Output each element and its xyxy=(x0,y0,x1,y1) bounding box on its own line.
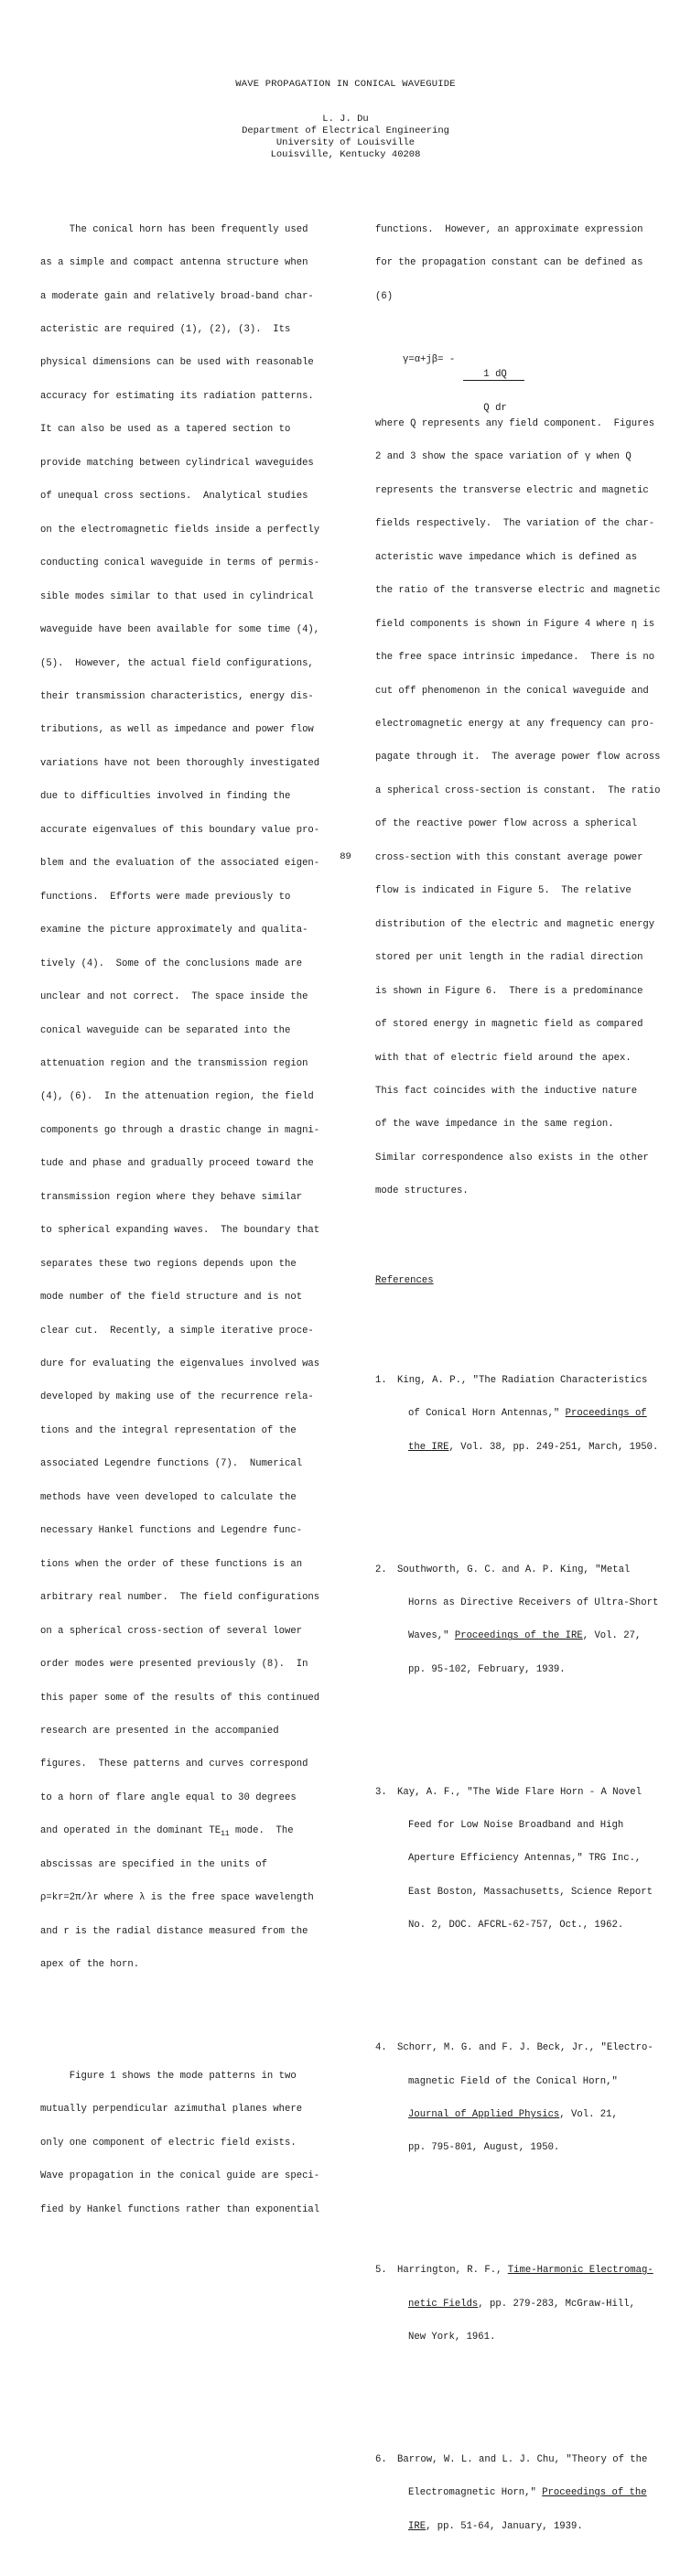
text-line: of unequal cross sections. Analytical studies xyxy=(40,491,308,503)
author-department: Department of Electrical Engineering xyxy=(242,125,449,136)
text-line: waveguide have been available for some time (4), xyxy=(40,624,320,636)
text-line: of the wave impedance in the same region. xyxy=(375,1119,614,1131)
ref-line xyxy=(375,1630,659,1641)
author-location: Louisville, Kentucky 40208 xyxy=(270,149,421,160)
ref-line: Aperture Efficiency Antennas," TRG Inc., xyxy=(408,1853,642,1865)
ref-text: Barrow, W. L. and L. J. Chu, "Theory of the xyxy=(397,2453,648,2465)
mode-line xyxy=(40,1825,342,1839)
text-line: cross-section with this constant average power xyxy=(375,851,643,863)
equation-lhs: γ=α+jβ= - xyxy=(403,354,456,366)
text-line: due to difficulties involved in finding the xyxy=(40,791,291,803)
text-line: sible modes similar to that used in cylindrical xyxy=(40,590,314,602)
ref-text: King, A. P., "The Radiation Characteristics xyxy=(397,1374,648,1386)
paper-title: WAVE PROPAGATION IN CONICAL WAVEGUIDE xyxy=(235,79,456,90)
paragraph-gap xyxy=(40,2015,342,2026)
results-paragraph xyxy=(375,396,659,1219)
reference-item xyxy=(375,1353,659,1476)
text-line: examine the picture approximately and qualita- xyxy=(40,925,308,936)
references-heading: References xyxy=(375,1274,434,1286)
text-line: methods have veen developed to calculate the xyxy=(40,1491,297,1503)
left-column xyxy=(40,179,342,2259)
ref-line: pp. 795-801, August, 1950. xyxy=(408,2142,560,2154)
text-line: This fact coincides with the inductive nature xyxy=(375,1085,638,1097)
text-line: is shown in Figure 6. There is a predominance xyxy=(375,985,643,997)
ref-journal: IRE xyxy=(408,2520,426,2532)
text-line: this paper some of the results of this continued xyxy=(40,1692,320,1704)
ref-text: Electromagnetic Horn," xyxy=(408,2487,543,2499)
text-line: the free space intrinsic impedance. There is no xyxy=(375,652,655,664)
text-line: figures. These patterns and curves correspond xyxy=(40,1759,308,1770)
text-line: and r is the radial distance measured from the xyxy=(40,1925,308,1937)
text-line: as a simple and compact antenna structure when xyxy=(40,257,308,269)
ref-number: 2. xyxy=(375,1564,387,1575)
text-line: with that of electric field around the apex. xyxy=(375,1052,632,1064)
text-line: cut off phenomenon in the conical waveguide and xyxy=(375,685,649,697)
figure1-paragraph xyxy=(40,2048,342,2237)
text-line: 2 and 3 show the space variation of γ when Q xyxy=(375,451,632,463)
ref-gap xyxy=(375,2387,659,2398)
author-university: University of Louisville xyxy=(275,137,416,148)
mode-prefix: and operated in the dominant TE xyxy=(40,1825,221,1837)
ref-gap xyxy=(375,1720,659,1731)
ref-line: East Boston, Massachusetts, Science Report xyxy=(408,1886,653,1898)
fraction-numerator: dQ xyxy=(478,369,524,381)
text-line: abscissas are specified in the units of xyxy=(40,1858,267,1870)
ref-line xyxy=(375,1442,659,1453)
text-line: mode structures. xyxy=(375,1185,469,1197)
text-line: research are presented in the accompanied xyxy=(40,1726,279,1737)
mode-subscript: 11 xyxy=(221,1830,230,1839)
author-name: L. J. Du xyxy=(322,114,369,124)
text-line: components go through a drastic change in magni- xyxy=(40,1124,320,1136)
text-line: attenuation region and the transmission region xyxy=(40,1057,308,1069)
text-line: separates these two regions depends upon the xyxy=(40,1258,297,1270)
fraction-numerator: 1 xyxy=(463,369,510,381)
text-line: unclear and not correct. The space inside the xyxy=(40,991,308,1003)
text-line: mode number of the field structure and is not xyxy=(40,1292,303,1304)
ref-text: , Vol. 21, xyxy=(559,2108,618,2120)
ref-line: pp. 95-102, February, 1939. xyxy=(408,1663,566,1675)
ref-number: 4. xyxy=(375,2042,387,2054)
ref-line xyxy=(375,1787,659,1798)
ref-journal: the IRE xyxy=(408,1441,449,1453)
text-line: It can also be used as a tapered section to xyxy=(40,424,291,436)
reference-item xyxy=(375,2243,659,2365)
right-column xyxy=(375,179,659,2576)
text-line: apex of the horn. xyxy=(40,1959,140,1971)
ref-line xyxy=(375,2487,659,2498)
text-line: tude and phase and gradually proceed toward the xyxy=(40,1158,314,1170)
propagation-constant-equation xyxy=(375,346,659,414)
section-gap xyxy=(375,1308,659,1319)
ref-line: magnetic Field of the Conical Horn," xyxy=(408,2075,618,2087)
ref-line xyxy=(375,2109,659,2120)
reference-item xyxy=(375,2431,659,2554)
ref-line xyxy=(375,1375,659,1386)
ref-journal: Proceedings of the xyxy=(542,2487,647,2499)
ref-journal: Journal of Applied Physics xyxy=(408,2108,560,2120)
ref-line: Feed for Low Noise Broadband and High xyxy=(408,1820,624,1832)
propagation-paragraph xyxy=(375,201,659,324)
text-line: conical waveguide can be separated into the xyxy=(40,1024,291,1036)
text-line: transmission region where they behave similar xyxy=(40,1191,303,1203)
text-line: (4), (6). In the attenuation region, the field xyxy=(40,1091,314,1103)
text-line: (6) xyxy=(375,290,394,302)
text-line: developed by making use of the recurrence rela- xyxy=(40,1391,314,1403)
paper-header xyxy=(0,79,691,161)
text-line: where Q represents any field component. Figures xyxy=(375,417,655,429)
text-line: flow is indicated in Figure 5. The relative xyxy=(375,885,632,897)
ref-line: New York, 1961. xyxy=(408,2332,496,2343)
fraction-dq-dr xyxy=(478,346,524,436)
text-line: provide matching between cylindrical waveguides xyxy=(40,457,314,469)
fraction-denominator: dr xyxy=(495,402,507,414)
text-line: Figure 1 shows the mode patterns in two xyxy=(40,2070,297,2082)
text-line: acteristic wave impedance which is defined as xyxy=(375,551,638,563)
ref-book-title: netic Fields xyxy=(408,2298,479,2310)
ref-line: No. 2, DOC. AFCRL-62-757, Oct., 1962. xyxy=(408,1920,624,1932)
text-line: a moderate gain and relatively broad-band char- xyxy=(40,290,314,302)
ref-number: 3. xyxy=(375,1786,387,1798)
ref-line xyxy=(375,2042,659,2053)
ref-journal: Proceedings of the IRE xyxy=(454,1630,583,1642)
text-line: for the propagation constant can be defined as xyxy=(375,257,643,269)
text-line: The conical horn has been frequently used xyxy=(40,223,308,235)
text-line: represents the transverse electric and magnetic xyxy=(375,484,649,496)
reference-item xyxy=(375,1542,659,1697)
text-line: to a horn of flare angle equal to 30 degrees xyxy=(40,1791,297,1803)
ref-line xyxy=(375,2454,659,2465)
ref-text: of Conical Horn Antennas," xyxy=(408,1408,566,1420)
text-line: arbitrary real number. The field configurations xyxy=(40,1592,320,1604)
text-line: tributions, as well as impedance and power flow xyxy=(40,724,314,736)
text-line: a spherical cross-section is constant. The ratio xyxy=(375,785,661,796)
ref-gap xyxy=(375,1975,659,1986)
ref-text: Harrington, R. F., xyxy=(397,2265,508,2277)
reference-item xyxy=(375,2020,659,2176)
text-line: blem and the evaluation of the associated eigen- xyxy=(40,858,320,870)
intro-paragraph xyxy=(40,201,342,1992)
ref-line xyxy=(375,2521,659,2532)
text-line: fied by Hankel functions rather than exponential xyxy=(40,2203,320,2215)
text-line: stored per unit length in the radial direction xyxy=(375,952,643,964)
ref-number: 1. xyxy=(375,1374,387,1386)
ref-line xyxy=(375,2265,659,2276)
text-line: their transmission characteristics, energy dis- xyxy=(40,690,314,702)
reference-item xyxy=(375,1764,659,1954)
text-line: acteristic are required (1), (2), (3). Its xyxy=(40,323,291,335)
ref-line xyxy=(375,1564,659,1575)
ref-gap xyxy=(375,1498,659,1509)
text-line: only one component of electric field exists. xyxy=(40,2137,297,2148)
text-line: field components is shown in Figure 4 where η is xyxy=(375,618,655,630)
text-line: mutually perpendicular azimuthal planes where xyxy=(40,2104,303,2116)
text-line: of stored energy in magnetic field as compared xyxy=(375,1019,643,1031)
text-line: ρ=kr=2π/λr where λ is the free space wavelength xyxy=(40,1892,314,1904)
text-line: functions. However, an approximate expression xyxy=(375,223,643,235)
text-line: pagate through it. The average power flow across xyxy=(375,752,661,763)
text-line: to spherical expanding waves. The boundary that xyxy=(40,1225,320,1237)
mode-suffix: mode. The xyxy=(229,1825,294,1837)
text-line: tions when the order of these functions is an xyxy=(40,1558,303,1570)
ref-text: , Vol. 27, xyxy=(582,1630,642,1642)
ref-text: , pp. 279-283, McGraw-Hill, xyxy=(478,2298,635,2310)
text-line: dure for evaluating the eigenvalues involved was xyxy=(40,1358,320,1370)
ref-text: , pp. 51-64, January, 1939. xyxy=(426,2520,583,2532)
ref-text: Schorr, M. G. and F. J. Beck, Jr., "Electro- xyxy=(397,2042,653,2054)
text-line: accurate eigenvalues of this boundary value pro- xyxy=(40,824,320,836)
ref-line xyxy=(375,2299,659,2310)
ref-number: 6. xyxy=(375,2453,387,2465)
text-line: physical dimensions can be used with reasonable xyxy=(40,357,314,369)
ref-text: Kay, A. F., "The Wide Flare Horn - A Novel xyxy=(397,1786,642,1798)
text-line: tions and the integral representation of the xyxy=(40,1424,297,1436)
text-line: on a spherical cross-section of several lower xyxy=(40,1625,303,1637)
text-line: order modes were presented previously (8). In xyxy=(40,1659,308,1671)
text-line: functions. Efforts were made previously to xyxy=(40,891,291,903)
ref-text: , Vol. 38, pp. 249-251, March, 1950. xyxy=(448,1441,659,1453)
ref-text: Southworth, G. C. and A. P. King, "Metal xyxy=(397,1564,631,1575)
text-line: electromagnetic energy at any frequency can pro- xyxy=(375,719,655,730)
text-line: Similar correspondence also exists in the other xyxy=(375,1152,649,1164)
text-line: (5). However, the actual field configurations, xyxy=(40,657,314,669)
text-line: distribution of the electric and magnetic energy xyxy=(375,918,655,930)
text-line: necessary Hankel functions and Legendre func- xyxy=(40,1525,303,1537)
page-number: 89 xyxy=(340,851,351,862)
section-gap xyxy=(375,1241,659,1252)
text-line: tively (4). Some of the conclusions made are xyxy=(40,958,303,969)
text-line: conducting conical waveguide in terms of permis- xyxy=(40,557,320,569)
text-line: of the reactive power flow across a spherical xyxy=(375,818,638,830)
ref-book-title: Time-Harmonic Electromag- xyxy=(507,2265,653,2277)
ref-journal: Proceedings of xyxy=(565,1408,647,1420)
text-line: Wave propagation in the conical guide are speci- xyxy=(40,2170,320,2182)
ref-line xyxy=(375,1408,659,1419)
text-line: the ratio of the transverse electric and magnetic xyxy=(375,585,661,597)
text-line: accuracy for estimating its radiation patterns. xyxy=(40,390,314,402)
ref-line: Horns as Directive Receivers of Ultra-Short xyxy=(408,1596,659,1608)
text-line: on the electromagnetic fields inside a perfectly xyxy=(40,524,320,536)
ref-gap xyxy=(375,2198,659,2209)
text-line: associated Legendre functions (7). Numerical xyxy=(40,1458,303,1470)
fraction-denominator: Q xyxy=(483,402,490,414)
text-line: variations have not been thoroughly investigated xyxy=(40,757,320,769)
text-line: clear cut. Recently, a simple iterative proce- xyxy=(40,1325,314,1337)
text-line: fields respectively. The variation of the char- xyxy=(375,518,655,530)
ref-text: Waves," xyxy=(408,1630,455,1642)
ref-number: 5. xyxy=(375,2265,387,2277)
